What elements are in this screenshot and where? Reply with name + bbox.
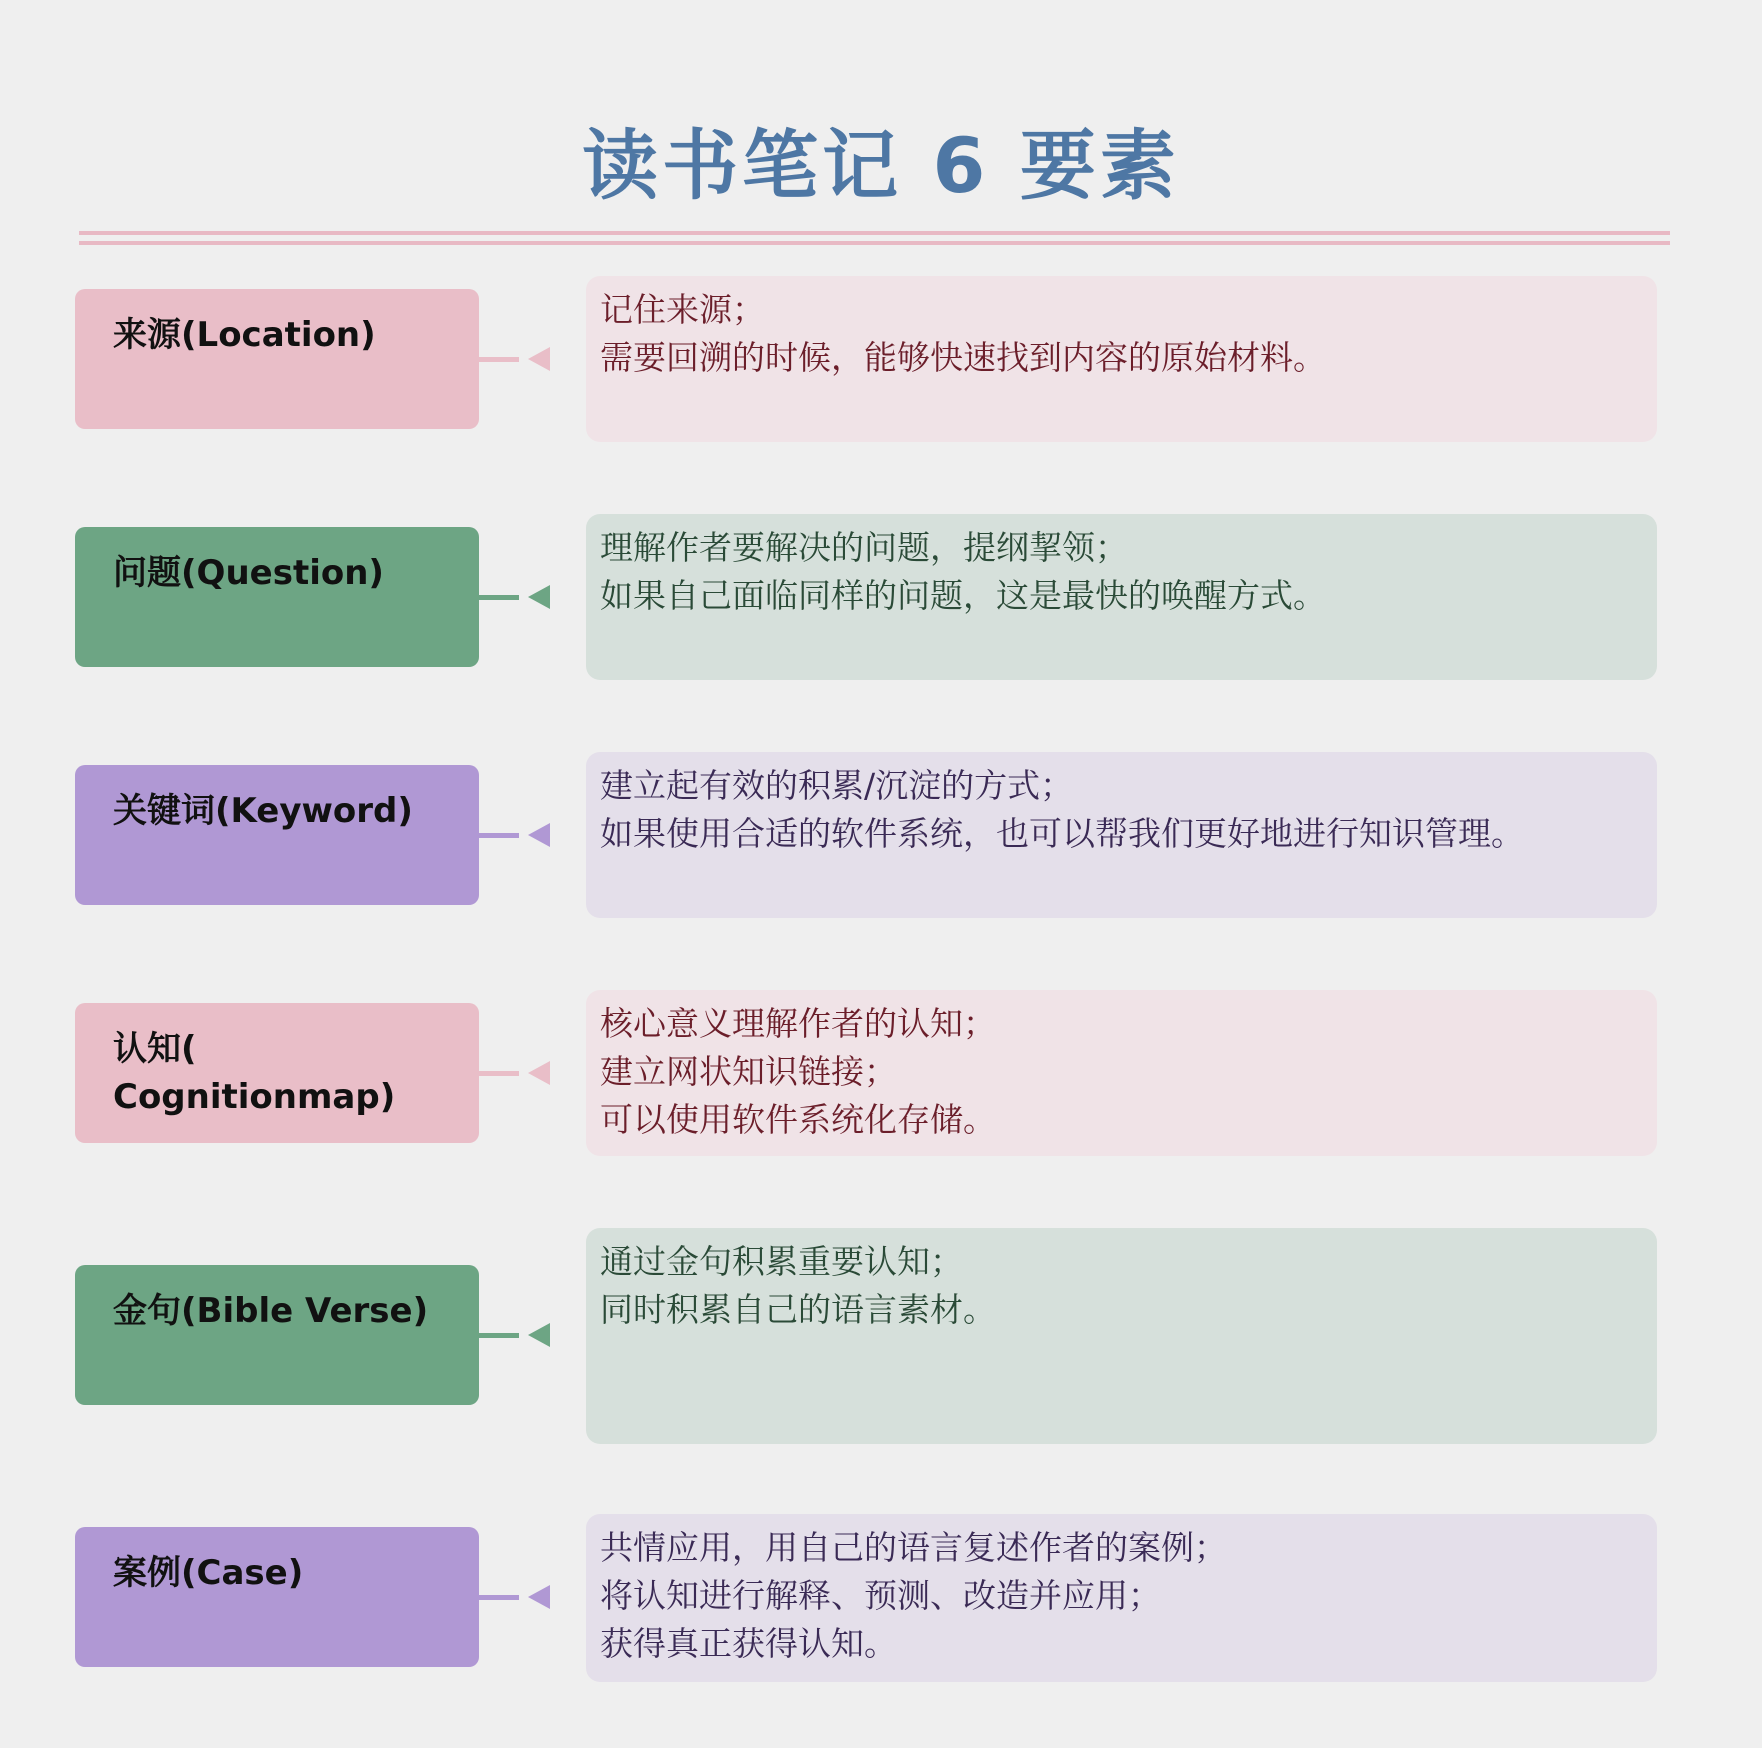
arrow-left-icon <box>528 823 550 847</box>
description-line: 记住来源； <box>600 290 765 329</box>
connector-line <box>479 833 519 838</box>
arrow-left-icon <box>528 1061 550 1085</box>
connector-line <box>479 595 519 600</box>
element-description-bible-verse <box>586 1228 1657 1444</box>
arrow-left-icon <box>528 1323 550 1347</box>
description-line: 共情应用，用自己的语言复述作者的案例； <box>600 1528 1227 1567</box>
element-description-case <box>586 1514 1657 1682</box>
element-label-cognition: 认知( Cognitionmap) <box>75 1003 479 1143</box>
title-divider-bottom <box>79 241 1670 245</box>
title-divider-top <box>79 231 1670 235</box>
description-line: 通过金句积累重要认知； <box>600 1242 963 1281</box>
element-label-bible-verse: 金句(Bible Verse) <box>75 1265 479 1405</box>
arrow-left-icon <box>528 1585 550 1609</box>
connector-line <box>479 1071 519 1076</box>
element-label-location: 来源(Location) <box>75 289 479 429</box>
element-description-question <box>586 514 1657 680</box>
description-line: 获得真正获得认知。 <box>600 1624 897 1663</box>
element-label-case: 案例(Case) <box>75 1527 479 1667</box>
description-line: 理解作者要解决的问题，提纲挈领； <box>600 528 1128 567</box>
connector-line <box>479 1333 519 1338</box>
description-line: 可以使用软件系统化存储。 <box>600 1100 996 1139</box>
description-line: 如果自己面临同样的问题，这是最快的唤醒方式。 <box>600 576 1326 615</box>
description-line: 如果使用合适的软件系统，也可以帮我们更好地进行知识管理。 <box>600 814 1524 853</box>
description-line: 建立网状知识链接； <box>600 1052 897 1091</box>
description-line: 建立起有效的积累/沉淀的方式； <box>600 766 1074 805</box>
element-description-keyword <box>586 752 1657 918</box>
connector-line <box>479 1595 519 1600</box>
arrow-left-icon <box>528 585 550 609</box>
description-line: 核心意义理解作者的认知； <box>600 1004 996 1043</box>
element-label-question: 问题(Question) <box>75 527 479 667</box>
connector-line <box>479 357 519 362</box>
element-description-location <box>586 276 1657 442</box>
element-label-keyword: 关键词(Keyword) <box>75 765 479 905</box>
description-line: 需要回溯的时候，能够快速找到内容的原始材料。 <box>600 338 1326 377</box>
element-description-cognition <box>586 990 1657 1156</box>
description-line: 将认知进行解释、预测、改造并应用； <box>600 1576 1161 1615</box>
arrow-left-icon <box>528 347 550 371</box>
description-line: 同时积累自己的语言素材。 <box>600 1290 996 1329</box>
page-title: 读书笔记 6 要素 <box>582 121 1180 210</box>
